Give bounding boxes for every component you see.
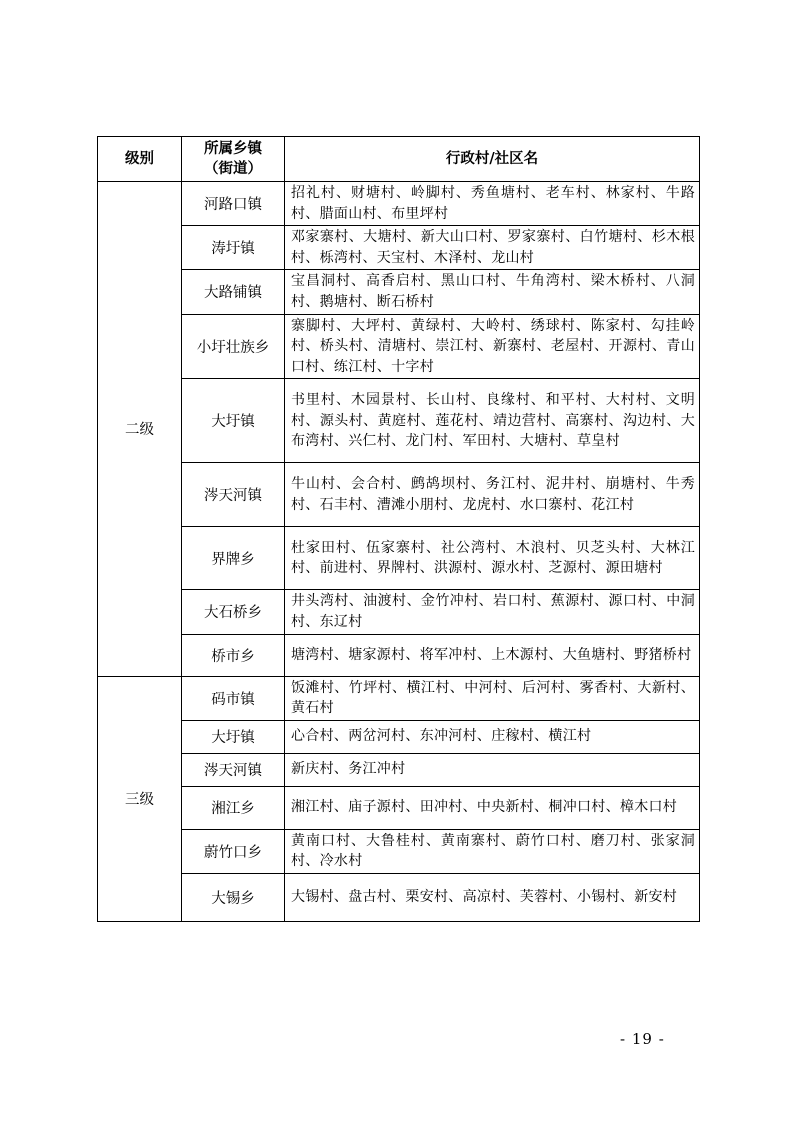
villages-cell: 牛山村、会合村、鹧鸪坝村、务江村、泥井村、崩塘村、牛秀村、石丰村、漕滩小朋村、龙虎村、水口寨村、花江村 [285, 463, 700, 527]
town-cell: 湘江乡 [182, 786, 285, 829]
villages-cell: 邓家寨村、大塘村、新大山口村、罗家寨村、白竹塘村、杉木根村、栎湾村、天宝村、木泽村、龙山村 [285, 226, 700, 270]
villages-cell: 寨脚村、大坪村、黄绿村、大岭村、绣球村、陈家村、勾挂岭村、桥头村、清塘村、崇江村、新寨村、老屋村、开源村、青山口村、练江村、十字村 [285, 314, 700, 379]
level-cell: 三级 [98, 676, 182, 921]
table-row [98, 182, 700, 226]
town-cell: 小圩壮族乡 [182, 314, 285, 379]
header-level: 级别 [98, 137, 182, 182]
town-cell: 码市镇 [182, 676, 285, 720]
table-row [98, 676, 700, 720]
town-cell: 涔天河镇 [182, 753, 285, 786]
town-cell: 大路铺镇 [182, 270, 285, 314]
table-header-row [98, 137, 700, 182]
table-row [98, 873, 700, 921]
villages-cell: 招礼村、财塘村、岭脚村、秀鱼塘村、老车村、林家村、牛路村、腊面山村、布里坪村 [285, 182, 700, 226]
table-row [98, 829, 700, 873]
town-cell: 大圩镇 [182, 379, 285, 463]
town-cell: 桥市乡 [182, 634, 285, 676]
villages-cell: 井头湾村、油渡村、金竹冲村、岩口村、蕉源村、源口村、中洞村、东辽村 [285, 590, 700, 634]
table-row [98, 720, 700, 753]
table-row [98, 527, 700, 590]
table-row [98, 379, 700, 463]
table-row [98, 270, 700, 314]
villages-cell: 杜家田村、伍家寨村、社公湾村、木浪村、贝芝头村、大林江村、前进村、界牌村、洪源村、源水村、芝源村、源田塘村 [285, 527, 700, 590]
villages-cell: 黄南口村、大鲁桂村、黄南寨村、蔚竹口村、磨刀村、张家洞村、冷水村 [285, 829, 700, 873]
villages-cell: 大锡村、盘古村、栗安村、高凉村、芙蓉村、小锡村、新安村 [285, 873, 700, 921]
villages-cell: 饭滩村、竹坪村、横江村、中河村、后河村、雾香村、大新村、黄石村 [285, 676, 700, 720]
town-cell: 大石桥乡 [182, 590, 285, 634]
page-number: - 19 - [620, 1030, 665, 1048]
table-row [98, 590, 700, 634]
town-cell: 涛圩镇 [182, 226, 285, 270]
header-town-line2: （街道） [204, 160, 262, 177]
villages-cell: 塘湾村、塘家源村、将军冲村、上木源村、大鱼塘村、野猪桥村 [285, 634, 700, 676]
villages-cell: 心合村、两岔河村、东冲河村、庄稼村、横江村 [285, 720, 700, 753]
villages-cell: 书里村、木园景村、长山村、良缘村、和平村、大村村、文明村、源头村、黄庭村、莲花村、靖边营村、高寨村、沟边村、大布湾村、兴仁村、龙门村、军田村、大塘村、草皇村 [285, 379, 700, 463]
town-cell: 大圩镇 [182, 720, 285, 753]
town-cell: 涔天河镇 [182, 463, 285, 527]
town-cell: 大锡乡 [182, 873, 285, 921]
village-classification-table [97, 136, 700, 922]
table-row [98, 786, 700, 829]
table-row [98, 634, 700, 676]
villages-cell: 宝昌洞村、高香启村、黑山口村、牛角湾村、梁木桥村、八洞村、鹅塘村、断石桥村 [285, 270, 700, 314]
header-villages: 行政村/社区名 [285, 137, 700, 182]
header-town-line1: 所属乡镇 [204, 140, 262, 157]
table-row [98, 314, 700, 379]
table-row [98, 753, 700, 786]
town-cell: 蔚竹口乡 [182, 829, 285, 873]
level-cell: 二级 [98, 182, 182, 677]
table-row [98, 226, 700, 270]
table-row [98, 463, 700, 527]
town-cell: 界牌乡 [182, 527, 285, 590]
villages-cell: 湘江村、庙子源村、田冲村、中央新村、桐冲口村、樟木口村 [285, 786, 700, 829]
town-cell: 河路口镇 [182, 182, 285, 226]
villages-cell: 新庆村、务江冲村 [285, 753, 700, 786]
header-town [182, 137, 285, 182]
